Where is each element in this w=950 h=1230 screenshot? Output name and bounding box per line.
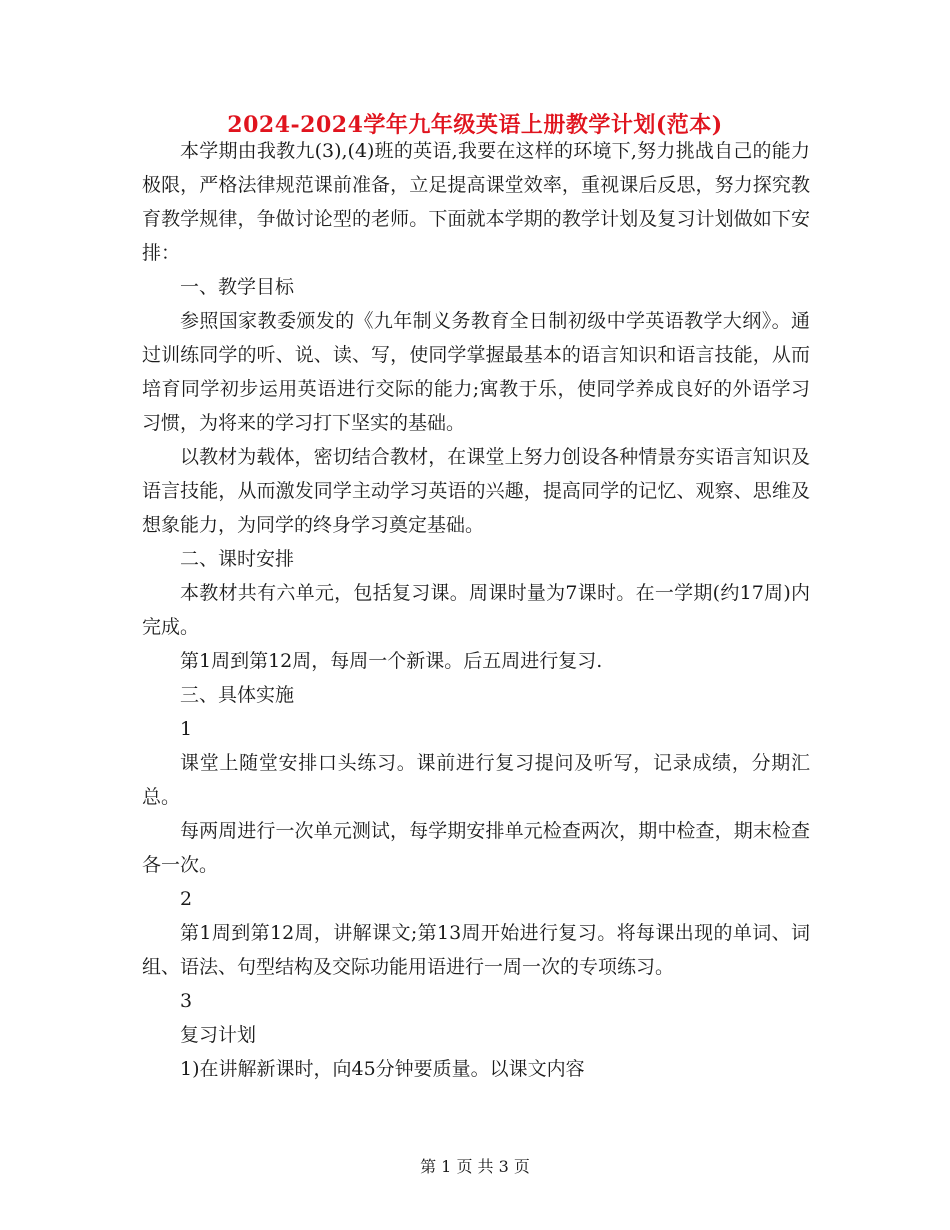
- paragraph-schedule-2: 第1周到第12周，每周一个新课。后五周进行复习.: [180, 650, 603, 672]
- heading-implementation: 三、具体实施: [180, 684, 295, 706]
- heading-schedule: 二、课时安排: [180, 548, 295, 570]
- paragraph-implementation-1: 课堂上随堂安排口头练习。课前进行复习提问及听写，记录成绩，分期汇总。: [142, 752, 810, 808]
- paragraph-goals-1: 参照国家教委颁发的《九年制义务教育全日制初级中学英语教学大纲》。通过训练同学的听、说、读、写，使同学掌握最基本的语言知识和语言技能，从而培育同学初步运用英语进行交际的能力;寓教于乐，使同学养成良好的外语学习习惯，为将来的学习打下坚实的基础。: [142, 310, 810, 434]
- paragraph-implementation-2: 每两周进行一次单元测试，每学期安排单元检查两次，期中检查，期末检查各一次。: [142, 820, 810, 876]
- paragraph-review-1: 1)在讲解新课时，向45分钟要质量。以课文内容: [180, 1058, 585, 1080]
- document-title: 2024-2024学年九年级英语上册教学计划(范本): [227, 112, 723, 138]
- paragraph-schedule-1: 本教材共有六单元，包括复习课。周课时量为7课时。在一学期(约17周)内完成。: [142, 582, 810, 638]
- document-body: [142, 134, 810, 1086]
- heading-teaching-goals: 一、教学目标: [180, 276, 295, 298]
- paragraph-intro: 本学期由我教九(3),(4)班的英语,我要在这样的环境下,努力挑战自己的能力极限，严格法律规范课前准备，立足提高课堂效率，重视课后反思，努力探究教育教学规律，争做讨论型的老师。下面就本学期的教学计划及复习计划做如下安排：: [142, 140, 810, 264]
- heading-review-plan: 复习计划: [180, 1024, 257, 1046]
- page-footer: 第 1 页 共 3 页: [420, 1157, 530, 1176]
- item-number-2: 2: [180, 888, 193, 910]
- paragraph-implementation-3: 第1周到第12周，讲解课文;第13周开始进行复习。将每课出现的单词、词组、语法、句型结构及交际功能用语进行一周一次的专项练习。: [142, 922, 810, 978]
- item-number-3: 3: [180, 990, 193, 1012]
- item-number-1: 1: [180, 718, 193, 740]
- paragraph-goals-2: 以教材为载体，密切结合教材，在课堂上努力创设各种情景夯实语言知识及语言技能，从而激发同学主动学习英语的兴趣，提高同学的记忆、观察、思维及想象能力，为同学的终身学习奠定基础。: [142, 446, 810, 536]
